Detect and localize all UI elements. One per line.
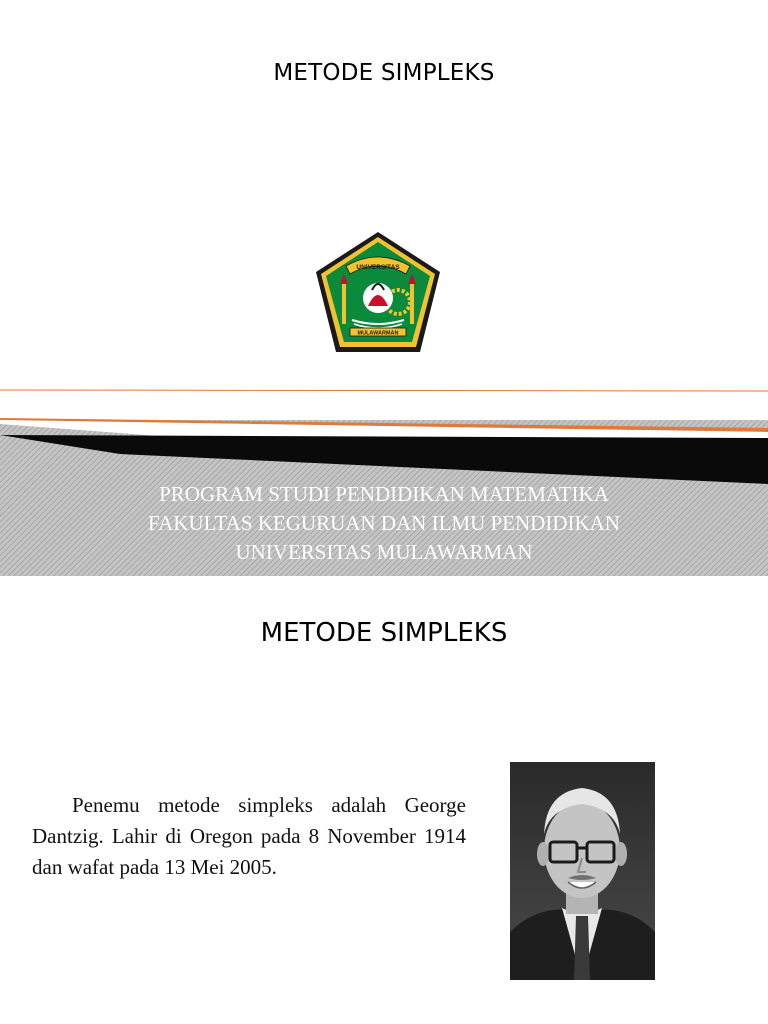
subtitle-line: PROGRAM STUDI PENDIDIKAN MATEMATIKA — [159, 482, 609, 506]
subtitle-line: FAKULTAS KEGURUAN DAN ILMU PENDIDIKAN — [148, 511, 620, 535]
subtitle-line: UNIVERSITAS MULAWARMAN — [235, 540, 533, 564]
body-paragraph: Penemu metode simpleks adalah George Dantzig. Lahir di Oregon pada 8 November 1914 dan wafat pada 13 Mei 2005. — [32, 793, 466, 879]
slide-title: METODE SIMPLEKS — [260, 618, 508, 648]
slide-title: METODE SIMPLEKS — [273, 60, 495, 86]
subtitle-block — [0, 480, 768, 567]
logo-text-bottom: MULAWARMAN — [357, 330, 399, 337]
university-logo-icon — [312, 228, 444, 356]
logo-text-top: UNIVERSITAS — [356, 264, 400, 271]
portrait-photo-icon — [510, 762, 655, 980]
